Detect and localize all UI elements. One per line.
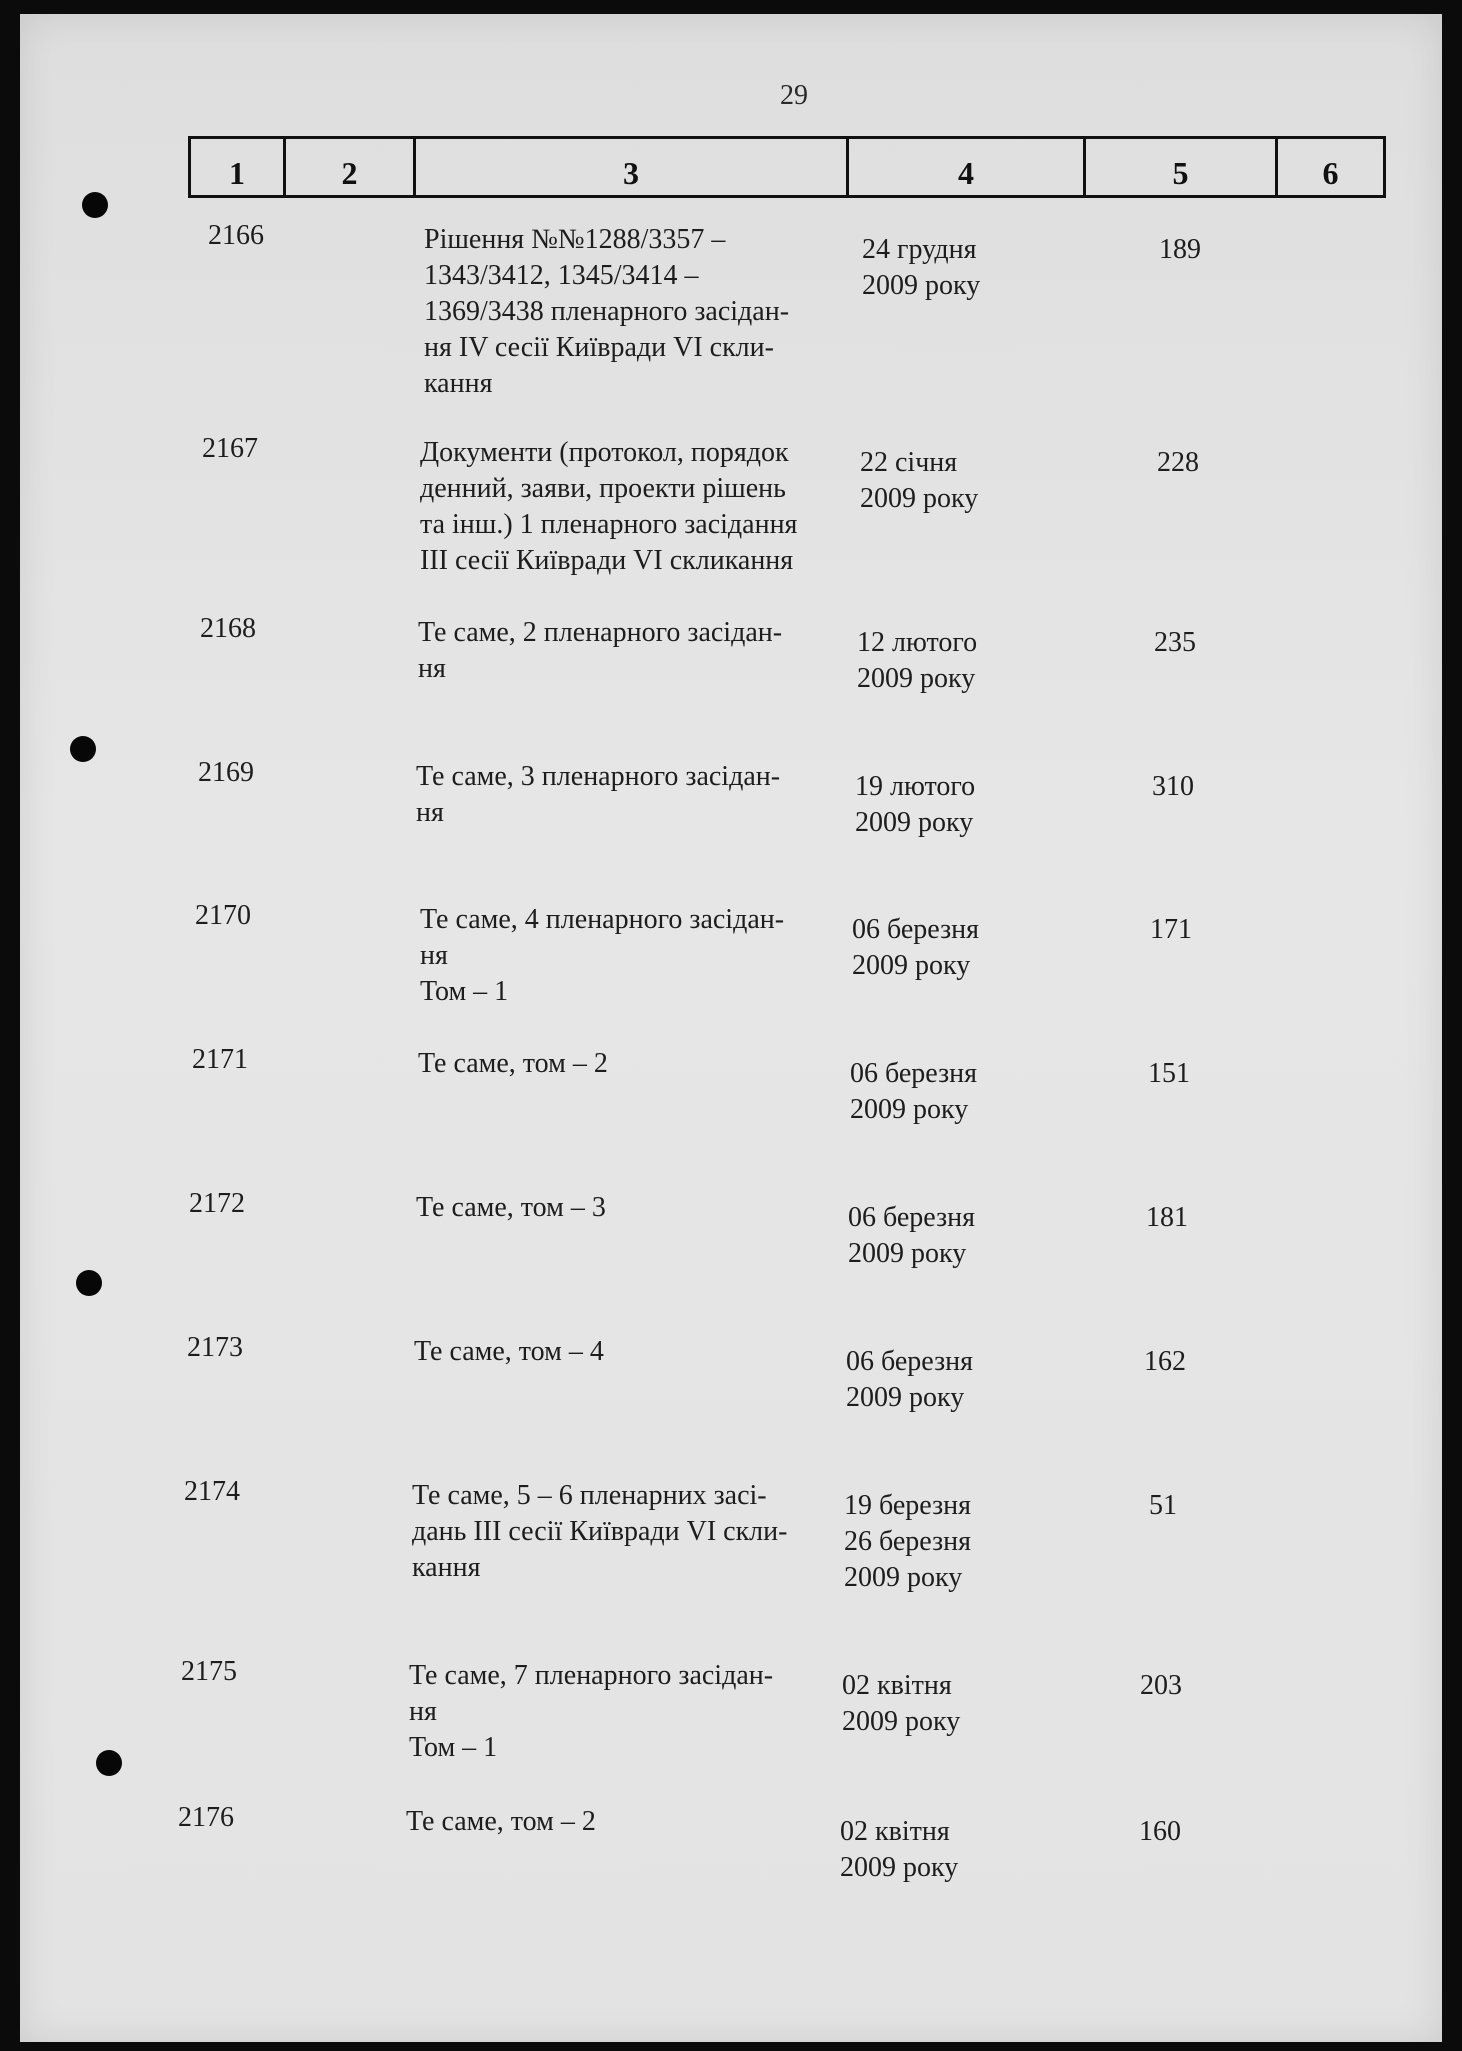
date-line: 2009 року xyxy=(852,950,971,981)
entry-number: 2166 xyxy=(208,220,264,251)
date-line: 24 грудня xyxy=(862,234,977,265)
entry-date xyxy=(850,1056,1020,1128)
description-line: 1369/3438 пленарного засідан- xyxy=(424,296,790,327)
entry-date xyxy=(855,769,1025,841)
punch-hole xyxy=(76,1270,102,1296)
entry-number: 2172 xyxy=(189,1188,245,1219)
description-line: Те саме, 4 пленарного засідан- xyxy=(420,904,785,935)
description-line: ня xyxy=(420,940,448,971)
entry-description xyxy=(424,222,854,402)
date-line: 12 лютого xyxy=(857,627,978,658)
date-line: 06 березня xyxy=(846,1346,973,1377)
column-header: 3 xyxy=(416,139,849,195)
description-line: та інш.) 1 пленарного засідання xyxy=(420,509,798,540)
description-line: 1343/3412, 1345/3414 – xyxy=(424,260,699,291)
entry-sheet-count: 51 xyxy=(1149,1490,1177,1521)
description-line: Те саме, том – 3 xyxy=(416,1192,606,1223)
description-line: дань ІІІ сесії Київради VI скли- xyxy=(412,1516,788,1547)
date-line: 19 лютого xyxy=(855,771,976,802)
entry-sheet-count: 151 xyxy=(1148,1058,1190,1089)
date-line: 06 березня xyxy=(852,914,979,945)
date-line: 19 березня xyxy=(844,1490,971,1521)
entry-number: 2170 xyxy=(195,900,251,931)
description-line: кання xyxy=(412,1552,481,1583)
description-line: денний, заяви, проекти рішень xyxy=(420,473,786,504)
date-line: 02 квітня xyxy=(842,1670,952,1701)
description-line: Те саме, 7 пленарного засідан- xyxy=(409,1660,774,1691)
description-line: Том – 1 xyxy=(420,976,509,1007)
punch-hole xyxy=(96,1750,122,1776)
entry-description xyxy=(406,1804,836,1840)
entry-description xyxy=(412,1478,842,1586)
date-line: 02 квітня xyxy=(840,1816,950,1847)
date-line: 2009 року xyxy=(848,1238,967,1269)
entry-description xyxy=(418,1046,848,1082)
entry-number: 2175 xyxy=(181,1656,237,1687)
description-line: ня xyxy=(409,1696,437,1727)
entry-date xyxy=(844,1488,1014,1596)
description-line: Те саме, 3 пленарного засідан- xyxy=(416,761,781,792)
entry-sheet-count: 181 xyxy=(1146,1202,1188,1233)
description-line: Те саме, 5 – 6 пленарних засі- xyxy=(412,1480,767,1511)
entry-number: 2171 xyxy=(192,1044,248,1075)
entry-sheet-count: 228 xyxy=(1157,447,1199,478)
date-line: 2009 року xyxy=(857,663,976,694)
column-header-row xyxy=(188,136,1386,198)
entry-sheet-count: 235 xyxy=(1154,627,1196,658)
entry-number: 2167 xyxy=(202,433,258,464)
date-line: 2009 року xyxy=(860,483,979,514)
entry-description xyxy=(420,435,850,579)
description-line: Том – 1 xyxy=(409,1732,498,1763)
entry-description xyxy=(418,615,848,687)
date-line: 2009 року xyxy=(840,1852,959,1883)
date-line: 2009 року xyxy=(846,1382,965,1413)
date-line: 2009 року xyxy=(862,270,981,301)
entry-sheet-count: 189 xyxy=(1159,234,1201,265)
entry-number: 2174 xyxy=(184,1476,240,1507)
description-line: Документи (протокол, порядок xyxy=(420,437,789,468)
entry-date xyxy=(848,1200,1018,1272)
date-line: 2009 року xyxy=(842,1706,961,1737)
entry-sheet-count: 310 xyxy=(1152,771,1194,802)
description-line: Те саме, том – 4 xyxy=(414,1336,604,1367)
description-line: Те саме, том – 2 xyxy=(418,1048,608,1079)
description-line: ня xyxy=(416,797,444,828)
entry-date xyxy=(860,445,1030,517)
date-line: 22 січня xyxy=(860,447,958,478)
entry-date xyxy=(840,1814,1010,1886)
description-line: ня xyxy=(418,653,446,684)
entry-number: 2176 xyxy=(178,1802,234,1833)
date-line: 2009 року xyxy=(850,1094,969,1125)
column-header: 2 xyxy=(286,139,416,195)
punch-hole xyxy=(70,736,96,762)
entry-sheet-count: 171 xyxy=(1150,914,1192,945)
description-line: ня IV сесії Київради VI скли- xyxy=(424,332,774,363)
date-line: 06 березня xyxy=(850,1058,977,1089)
column-header: 5 xyxy=(1086,139,1278,195)
entry-number: 2169 xyxy=(198,757,254,788)
column-header: 1 xyxy=(191,139,286,195)
entry-date xyxy=(852,912,1022,984)
entry-date xyxy=(846,1344,1016,1416)
entry-description xyxy=(416,759,846,831)
description-line: кання xyxy=(424,368,493,399)
entry-description xyxy=(416,1190,846,1226)
page-number: 29 xyxy=(780,80,808,111)
entry-description xyxy=(414,1334,844,1370)
column-header: 4 xyxy=(849,139,1086,195)
entry-description xyxy=(420,902,850,1010)
entry-date xyxy=(842,1668,1012,1740)
description-line: Те саме, 2 пленарного засідан- xyxy=(418,617,783,648)
entry-date xyxy=(857,625,1027,697)
description-line: Те саме, том – 2 xyxy=(406,1806,596,1837)
entry-description xyxy=(409,1658,839,1766)
punch-hole xyxy=(82,192,108,218)
entry-sheet-count: 203 xyxy=(1140,1670,1182,1701)
description-line: Рішення №№1288/3357 – xyxy=(424,224,726,255)
date-line: 2009 року xyxy=(844,1562,963,1593)
date-line: 26 березня xyxy=(844,1526,971,1557)
column-header: 6 xyxy=(1322,154,1339,191)
description-line: ІІІ сесії Київради VI скликання xyxy=(420,545,794,576)
date-line: 06 березня xyxy=(848,1202,975,1233)
entry-sheet-count: 162 xyxy=(1144,1346,1186,1377)
entry-number: 2168 xyxy=(200,613,256,644)
entry-number: 2173 xyxy=(187,1332,243,1363)
date-line: 2009 року xyxy=(855,807,974,838)
entry-sheet-count: 160 xyxy=(1139,1816,1181,1847)
entry-date xyxy=(862,232,1032,304)
